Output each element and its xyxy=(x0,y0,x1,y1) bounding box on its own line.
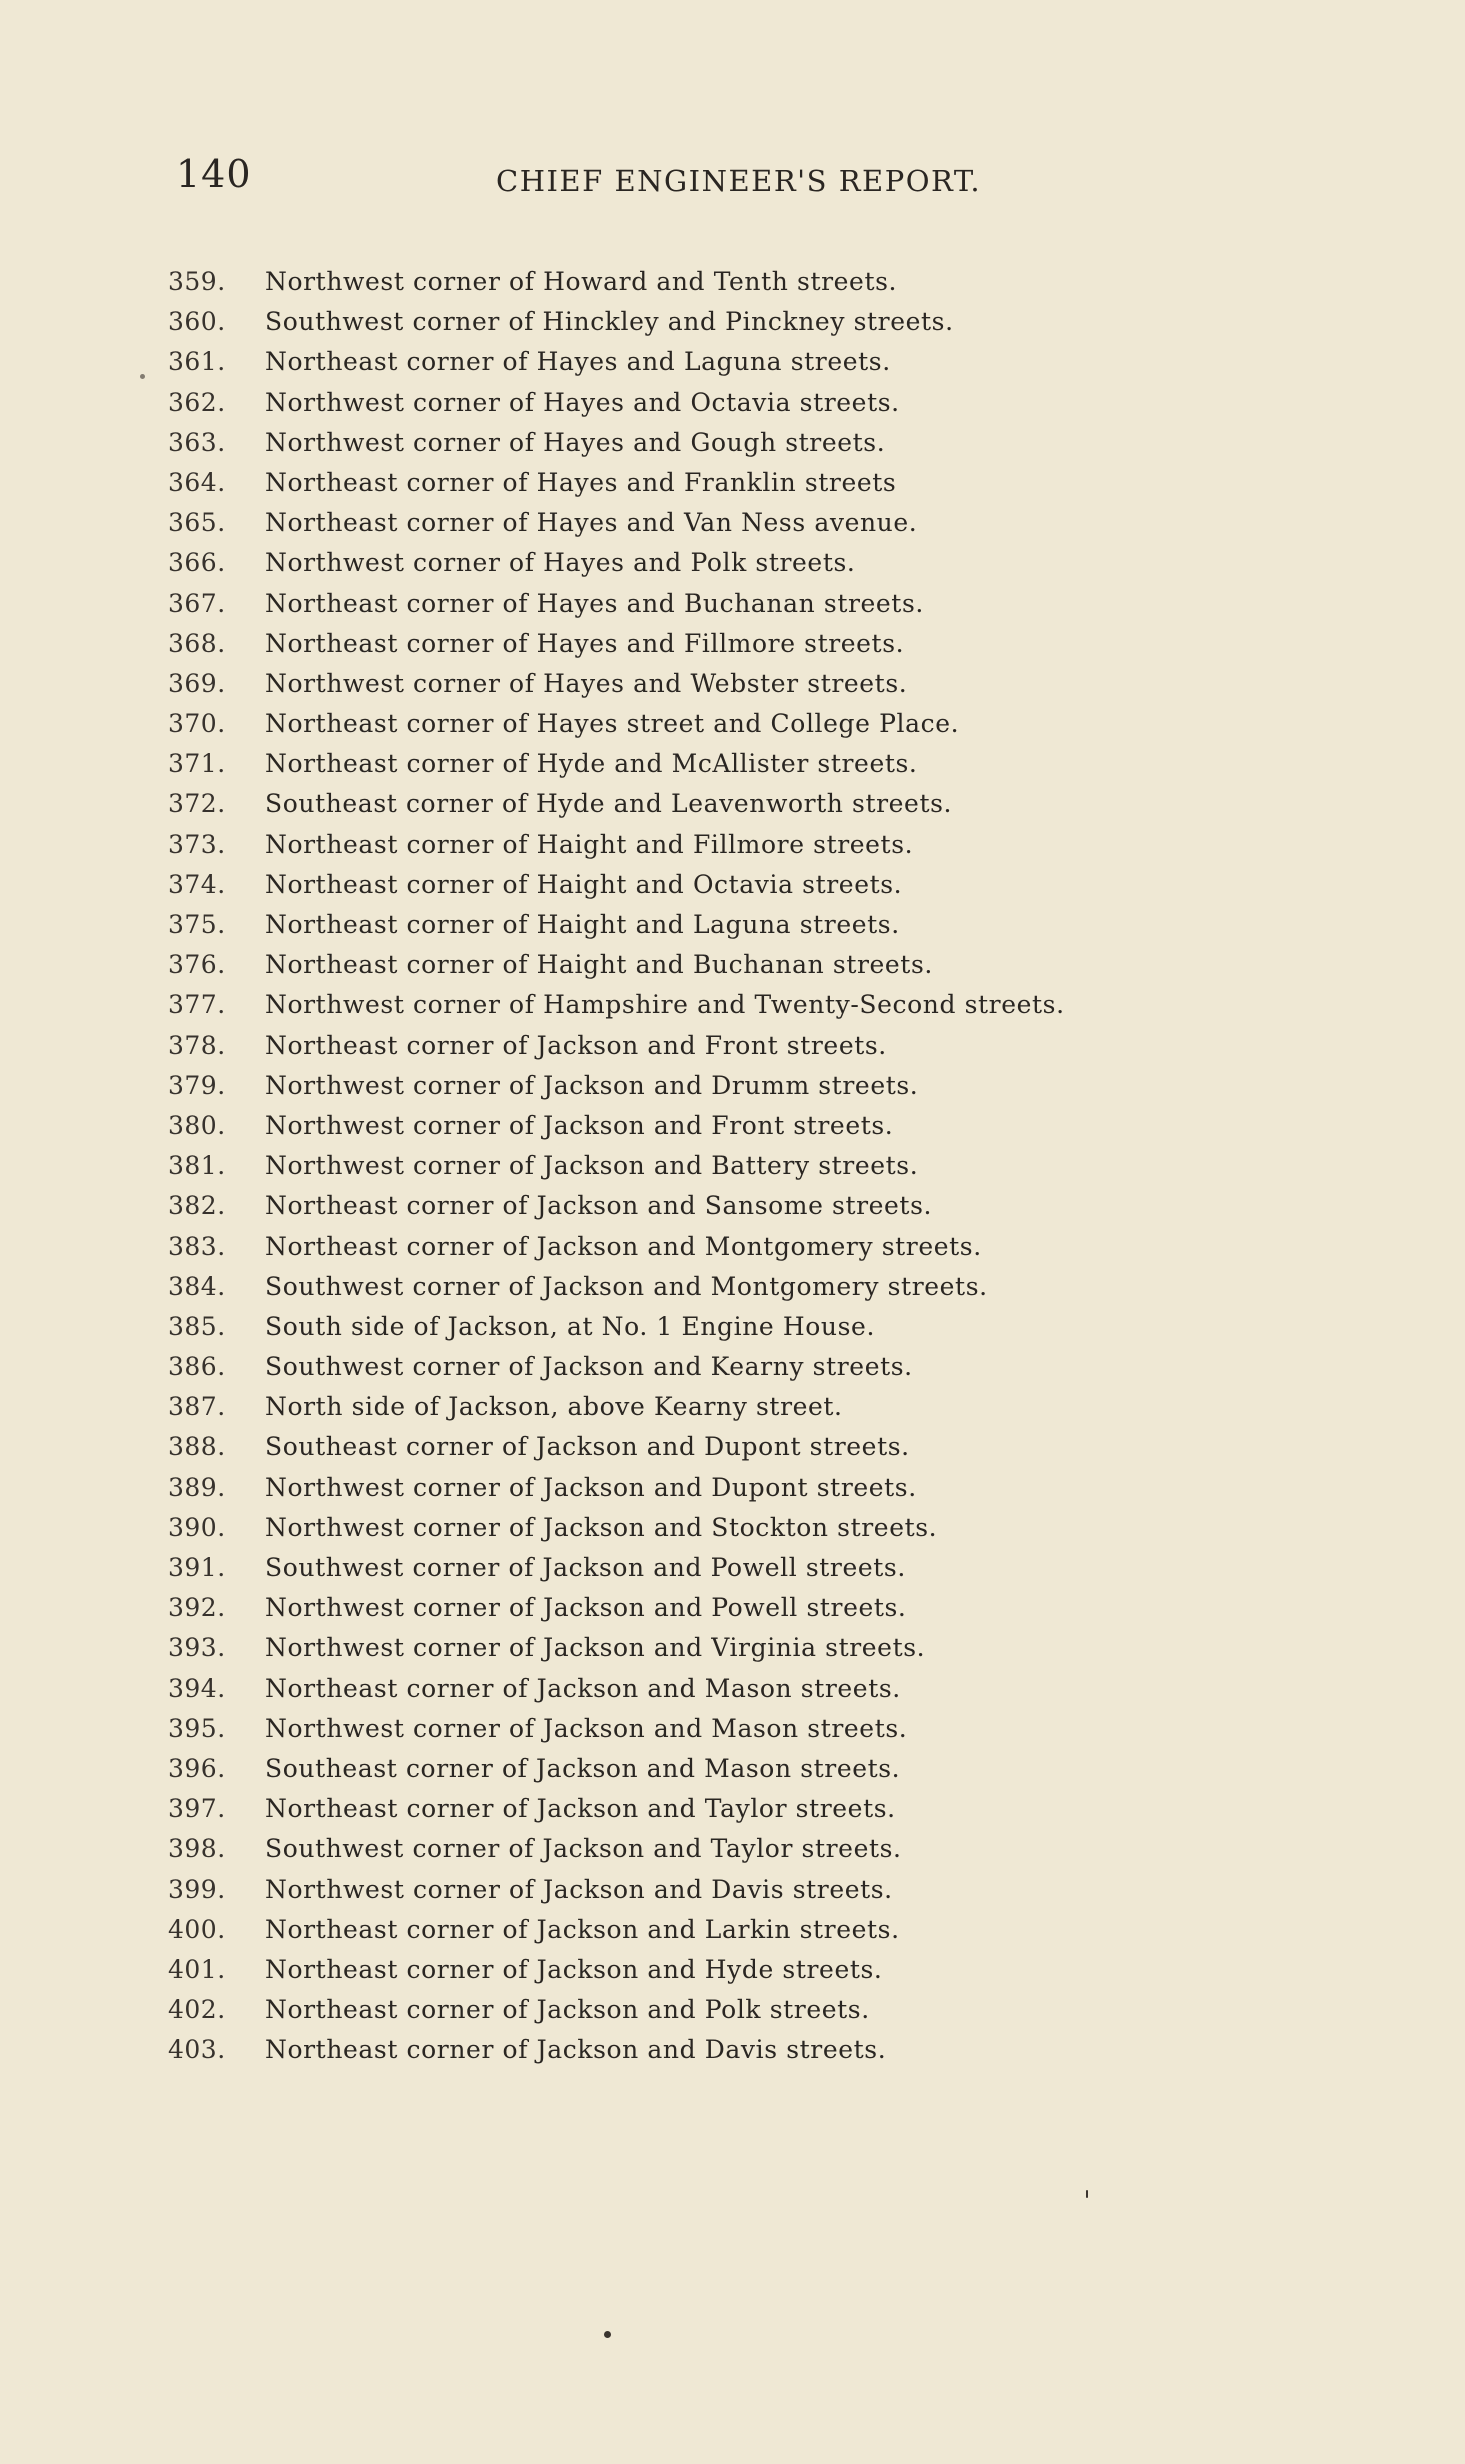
entry-text: Southwest corner of Jackson and Taylor streets. xyxy=(265,1834,902,1864)
entry-number: 384. xyxy=(168,1271,226,1301)
entry-number: 392. xyxy=(168,1593,226,1623)
list-item xyxy=(0,704,1465,744)
list-item xyxy=(0,865,1465,905)
list-item xyxy=(0,905,1465,945)
entry-number: 387. xyxy=(168,1392,226,1422)
running-head: CHIEF ENGINEER'S REPORT. xyxy=(496,164,982,198)
entry-text: Northeast corner of Jackson and Hyde streets. xyxy=(265,1954,883,1984)
entry-number: 363. xyxy=(168,427,226,457)
entry-text: Northwest corner of Jackson and Powell streets. xyxy=(265,1593,907,1623)
entry-text: Northwest corner of Hampshire and Twenty-Second streets. xyxy=(265,990,1065,1020)
list-item xyxy=(0,624,1465,664)
entry-number: 393. xyxy=(168,1633,226,1663)
entry-number: 386. xyxy=(168,1352,226,1382)
entry-number: 359. xyxy=(168,267,226,296)
entry-text: Northeast corner of Haight and Buchanan streets. xyxy=(265,950,933,980)
entry-number: 376. xyxy=(168,950,226,980)
list-item xyxy=(0,503,1465,543)
entry-number: 366. xyxy=(168,548,226,578)
entry-number: 401. xyxy=(168,1954,226,1984)
entry-text: Northwest corner of Howard and Tenth streets. xyxy=(265,267,898,296)
entry-text: South side of Jackson, at No. 1 Engine House. xyxy=(265,1311,875,1341)
entry-text: Northeast corner of Hayes and Van Ness avenue. xyxy=(265,508,918,538)
entry-text: Northeast corner of Hayes street and College Place. xyxy=(265,709,960,739)
list-item xyxy=(0,1267,1465,1307)
entry-number: 398. xyxy=(168,1834,226,1864)
entry-number: 371. xyxy=(168,749,226,779)
entry-number: 377. xyxy=(168,990,226,1020)
entry-text: Southeast corner of Jackson and Mason streets. xyxy=(265,1753,901,1783)
entry-number: 378. xyxy=(168,1030,226,1060)
list-item xyxy=(0,463,1465,503)
list-item xyxy=(0,744,1465,784)
list-item xyxy=(0,1749,1465,1789)
list-item xyxy=(0,1990,1465,2030)
entry-number: 388. xyxy=(168,1432,226,1462)
list-item xyxy=(0,1146,1465,1186)
entry-number: 385. xyxy=(168,1311,226,1341)
list-item xyxy=(0,1628,1465,1668)
entry-text: Northwest corner of Hayes and Gough streets. xyxy=(265,427,886,457)
entry-number: 396. xyxy=(168,1753,226,1783)
page-number: 140 xyxy=(176,152,252,196)
entry-text: Northwest corner of Jackson and Dupont streets. xyxy=(265,1472,917,1502)
list-item xyxy=(0,1307,1465,1347)
list-item xyxy=(0,1066,1465,1106)
entry-number: 399. xyxy=(168,1874,226,1904)
entry-number: 402. xyxy=(168,1995,226,2025)
list-item xyxy=(0,342,1465,382)
entry-text: Southwest corner of Jackson and Montgomery streets. xyxy=(265,1271,988,1301)
entry-text: Northeast corner of Jackson and Mason streets. xyxy=(265,1673,901,1703)
list-item xyxy=(0,1548,1465,1588)
entry-number: 372. xyxy=(168,789,226,819)
entry-text: Northeast corner of Haight and Laguna streets. xyxy=(265,910,900,939)
list-item xyxy=(0,1106,1465,1146)
list-item xyxy=(0,1709,1465,1749)
list-item xyxy=(0,985,1465,1025)
ink-speck xyxy=(604,2331,611,2338)
entry-number: 362. xyxy=(168,387,226,417)
entry-text: Northwest corner of Jackson and Drumm streets. xyxy=(265,1070,919,1100)
entry-text: Northeast corner of Hayes and Buchanan streets. xyxy=(265,588,924,618)
entry-text: Southwest corner of Hinckley and Pinckney streets. xyxy=(265,307,954,337)
list-item xyxy=(0,262,1465,302)
hydrant-location-list xyxy=(0,262,1465,2070)
entry-number: 400. xyxy=(168,1914,226,1944)
list-item xyxy=(0,1910,1465,1950)
entry-text: Northeast corner of Jackson and Montgomery streets. xyxy=(265,1231,982,1261)
entry-text: Northeast corner of Jackson and Davis streets. xyxy=(265,2035,887,2065)
entry-text: Northwest corner of Jackson and Battery streets. xyxy=(265,1151,919,1181)
entry-text: Northeast corner of Jackson and Larkin streets. xyxy=(265,1914,900,1944)
entry-text: Northeast corner of Jackson and Front streets. xyxy=(265,1030,887,1060)
entry-text: Northwest corner of Jackson and Stockton streets. xyxy=(265,1512,938,1542)
list-item xyxy=(0,1026,1465,1066)
list-item xyxy=(0,1789,1465,1829)
entry-text: Southeast corner of Hyde and Leavenworth streets. xyxy=(265,789,953,819)
list-item xyxy=(0,1468,1465,1508)
entry-text: Southwest corner of Jackson and Kearny streets. xyxy=(265,1352,913,1382)
list-item xyxy=(0,1870,1465,1910)
list-item xyxy=(0,584,1465,624)
entry-text: Northwest corner of Hayes and Polk streets. xyxy=(265,548,856,578)
list-item xyxy=(0,825,1465,865)
entry-number: 367. xyxy=(168,588,226,618)
entry-number: 403. xyxy=(168,2035,226,2065)
ink-speck xyxy=(1086,2190,1088,2198)
entry-text: Northwest corner of Jackson and Mason streets. xyxy=(265,1713,908,1743)
list-item xyxy=(0,1669,1465,1709)
list-item xyxy=(0,302,1465,342)
entry-number: 360. xyxy=(168,307,226,337)
entry-number: 369. xyxy=(168,668,226,698)
entry-number: 374. xyxy=(168,869,226,899)
entry-text: Northeast corner of Hyde and McAllister streets. xyxy=(265,749,918,779)
entry-text: Southwest corner of Jackson and Powell streets. xyxy=(265,1553,906,1582)
entry-text: Northwest corner of Jackson and Davis streets. xyxy=(265,1874,893,1904)
list-item xyxy=(0,1227,1465,1267)
entry-number: 373. xyxy=(168,829,226,859)
list-item xyxy=(0,1427,1465,1467)
entry-number: 397. xyxy=(168,1794,226,1824)
entry-text: Southeast corner of Jackson and Dupont streets. xyxy=(265,1432,910,1462)
entry-number: 364. xyxy=(168,467,226,497)
list-item xyxy=(0,423,1465,463)
entry-text: Northeast corner of Haight and Octavia streets. xyxy=(265,869,903,899)
entry-number: 395. xyxy=(168,1713,226,1743)
list-item xyxy=(0,1508,1465,1548)
entry-number: 381. xyxy=(168,1151,226,1181)
entry-number: 389. xyxy=(168,1472,226,1502)
list-item xyxy=(0,383,1465,423)
entry-text: Northwest corner of Jackson and Virginia streets. xyxy=(265,1633,926,1663)
entry-text: Northeast corner of Hayes and Franklin streets xyxy=(265,467,897,497)
list-item xyxy=(0,543,1465,583)
entry-text: North side of Jackson, above Kearny street. xyxy=(265,1392,843,1422)
entry-text: Northeast corner of Haight and Fillmore streets. xyxy=(265,829,914,859)
entry-number: 375. xyxy=(168,910,226,939)
list-item xyxy=(0,1950,1465,1990)
entry-number: 361. xyxy=(168,347,226,377)
entry-number: 370. xyxy=(168,709,226,739)
entry-number: 383. xyxy=(168,1231,226,1261)
list-item xyxy=(0,1186,1465,1226)
entry-text: Northeast corner of Hayes and Fillmore streets. xyxy=(265,628,905,658)
entry-number: 379. xyxy=(168,1070,226,1100)
entry-number: 394. xyxy=(168,1673,226,1703)
entry-text: Northwest corner of Hayes and Webster streets. xyxy=(265,668,908,698)
entry-text: Northeast corner of Jackson and Polk streets. xyxy=(265,1995,870,2025)
entry-text: Northwest corner of Hayes and Octavia streets. xyxy=(265,387,900,417)
entry-number: 380. xyxy=(168,1110,226,1140)
list-item xyxy=(0,945,1465,985)
list-item xyxy=(0,1387,1465,1427)
list-item xyxy=(0,664,1465,704)
ink-speck xyxy=(140,374,145,379)
list-item xyxy=(0,2030,1465,2070)
entry-number: 368. xyxy=(168,628,226,658)
entry-number: 390. xyxy=(168,1512,226,1542)
entry-text: Northeast corner of Jackson and Sansome streets. xyxy=(265,1191,933,1221)
entry-number: 365. xyxy=(168,508,226,538)
list-item xyxy=(0,1347,1465,1387)
entry-number: 382. xyxy=(168,1191,226,1221)
entry-number: 391. xyxy=(168,1553,226,1582)
entry-text: Northeast corner of Hayes and Laguna streets. xyxy=(265,347,891,377)
list-item xyxy=(0,784,1465,824)
entry-text: Northwest corner of Jackson and Front streets. xyxy=(265,1110,894,1140)
list-item xyxy=(0,1588,1465,1628)
entry-text: Northeast corner of Jackson and Taylor streets. xyxy=(265,1794,896,1824)
list-item xyxy=(0,1829,1465,1869)
